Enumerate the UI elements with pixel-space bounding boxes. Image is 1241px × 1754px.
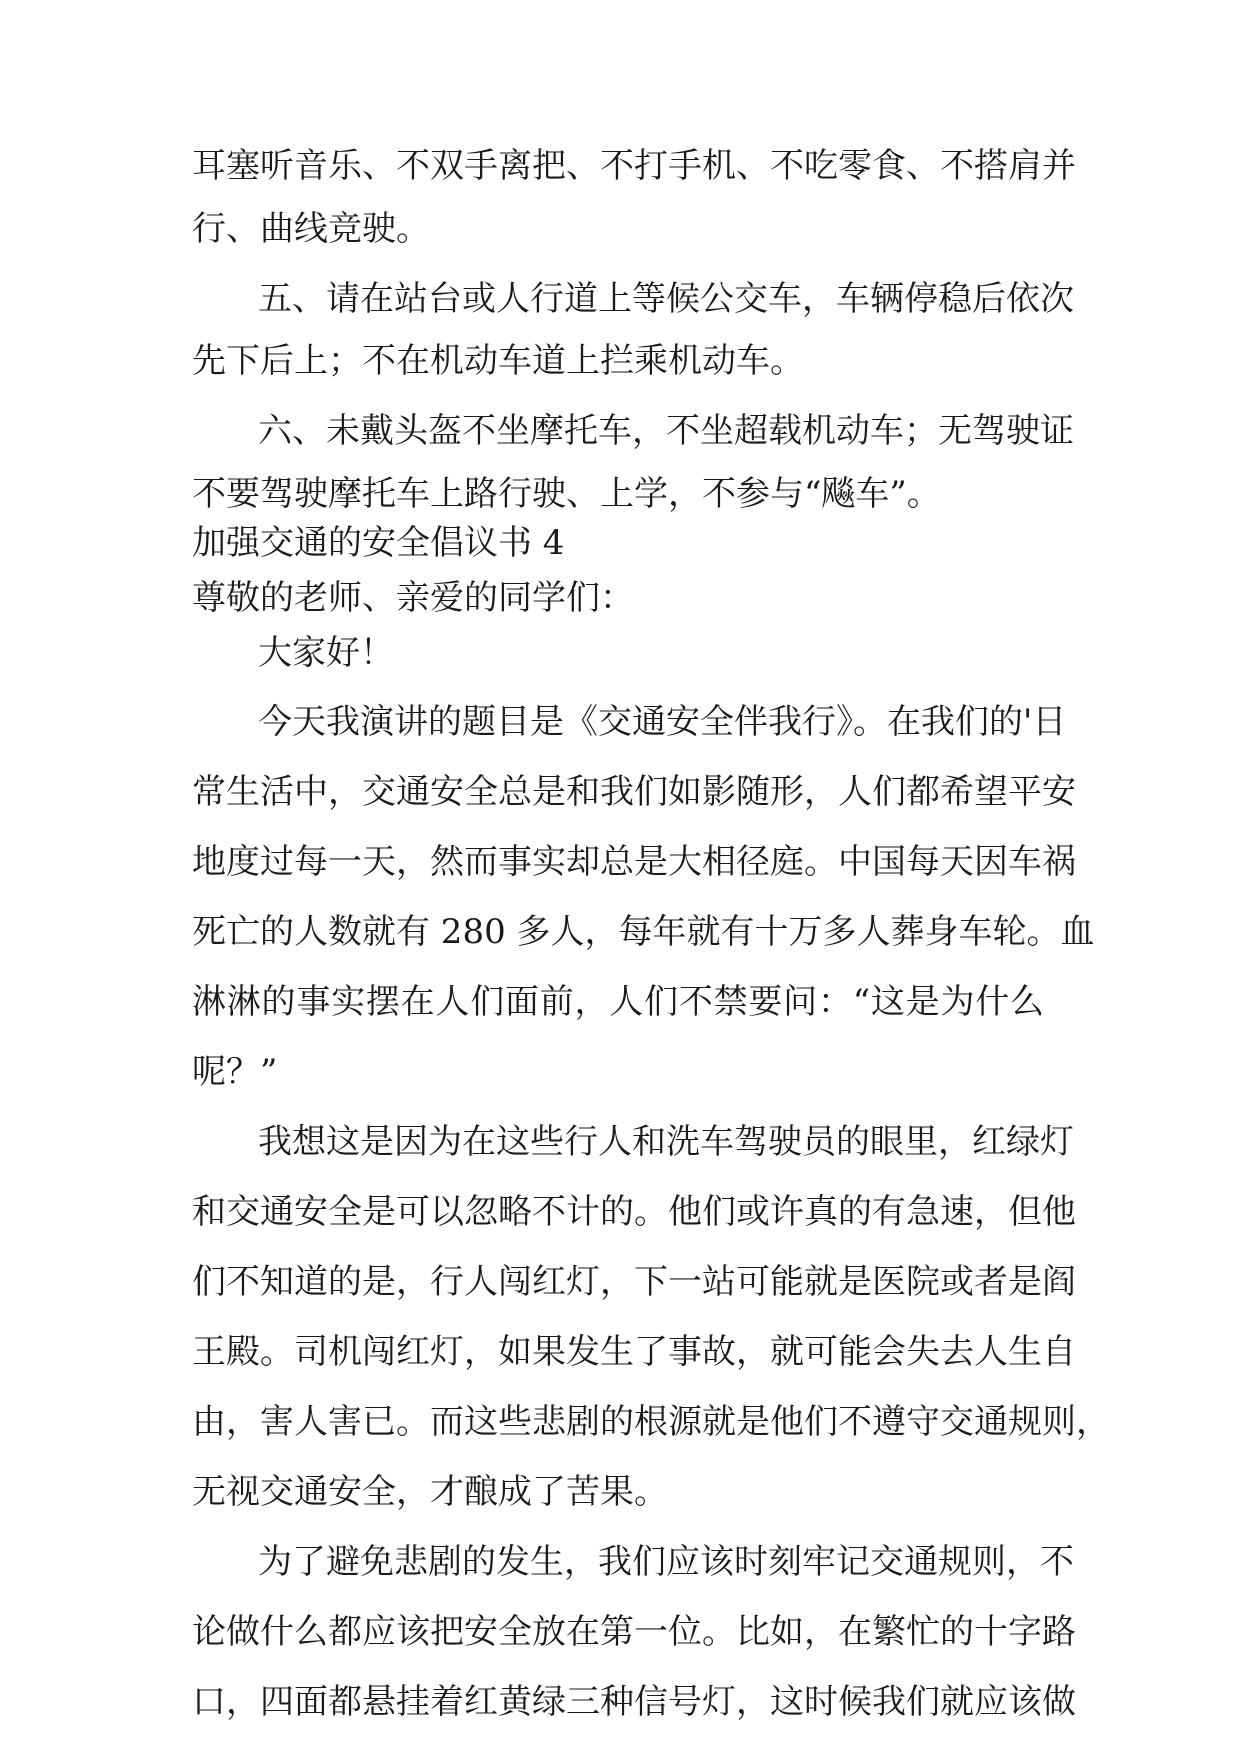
paragraph-line: 为了避免悲剧的发生，我们应该时刻牢记交通规则，不 (258, 1542, 1074, 1582)
greeting: 大家好！ (258, 633, 394, 673)
paragraph-six-line: 六、未戴头盔不坐摩托车，不坐超载机动车；无驾驶证 (258, 411, 1074, 451)
paragraph-line: 淋淋的事实摆在人们面前，人们不禁要问：“这是为什么 (192, 982, 1044, 1022)
paragraph-line: 呢？” (192, 1052, 278, 1092)
paragraph-line: 论做什么都应该把安全放在第一位。比如，在繁忙的十字路 (192, 1612, 1076, 1652)
paragraph-line: 无视交通安全，才酿成了苦果。 (192, 1472, 668, 1512)
paragraph-line: 常生活中，交通安全总是和我们如影随形，人们都希望平安 (192, 772, 1076, 812)
text-line: 耳塞听音乐、不双手离把、不打手机、不吃零食、不搭肩并 (192, 146, 1076, 186)
salutation: 尊敬的老师、亲爱的同学们： (192, 578, 634, 618)
section-heading: 加强交通的安全倡议书 4 (192, 523, 565, 563)
paragraph-line: 由，害人害已。而这些悲剧的根源就是他们不遵守交通规则， (192, 1402, 1110, 1442)
paragraph-line: 们不知道的是，行人闯红灯，下一站可能就是医院或者是阎 (192, 1262, 1076, 1302)
text-line: 先下后上；不在机动车道上拦乘机动车。 (192, 341, 804, 381)
text-line: 行、曲线竞驶。 (192, 209, 430, 249)
paragraph-line: 口，四面都悬挂着红黄绿三种信号灯，这时候我们就应该做 (192, 1682, 1076, 1722)
text-line: 不要驾驶摩托车上路行驶、上学，不参与“飚车”。 (192, 474, 941, 514)
paragraph-five-line: 五、请在站台或人行道上等候公交车，车辆停稳后依次 (258, 279, 1074, 319)
paragraph-line: 地度过每一天，然而事实却总是大相径庭。中国每天因车祸 (192, 842, 1076, 882)
paragraph-line: 王殿。司机闯红灯，如果发生了事故，就可能会失去人生自 (192, 1332, 1076, 1372)
paragraph-line: 我想这是因为在这些行人和洗车驾驶员的眼里，红绿灯 (258, 1122, 1074, 1162)
paragraph-line: 死亡的人数就有 280 多人，每年就有十万多人葬身车轮。血 (192, 912, 1095, 952)
paragraph-line: 今天我演讲的题目是《交通安全伴我行》。在我们的'日 (258, 702, 1067, 742)
paragraph-line: 和交通安全是可以忽略不计的。他们或许真的有急速，但他 (192, 1192, 1076, 1232)
